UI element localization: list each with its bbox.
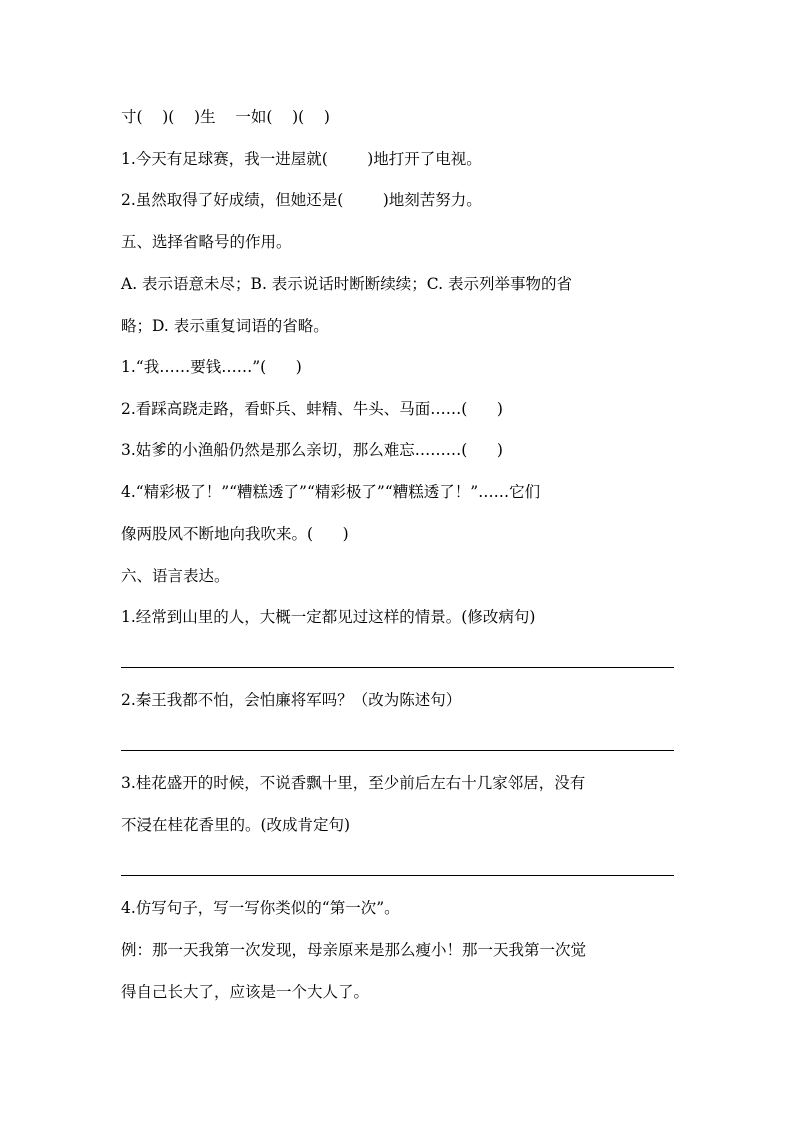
expression-question-3-line-1: 3.桂花盛开的时候，不说香飘十里，至少前后左右十几家邻居，没有 bbox=[121, 774, 586, 792]
answer-line-2[interactable] bbox=[121, 750, 674, 751]
ellipsis-question-2: 2.看踩高跷走路，看虾兵、蚌精、牛头、马面……( ) bbox=[121, 400, 503, 418]
ellipsis-options-line-1: A. 表示语意未尽；B. 表示说话时断断续续；C. 表示列举事物的省 bbox=[121, 275, 572, 293]
ellipsis-question-4-line-2: 像两股风不断地向我吹来。( ) bbox=[121, 525, 349, 543]
sentence-fill-1: 1.今天有足球赛，我一进屋就( )地打开了电视。 bbox=[121, 150, 482, 168]
expression-question-4: 4.仿写句子，写一写你类似的“第一次”。 bbox=[121, 899, 400, 917]
section-six-heading: 六、语言表达。 bbox=[121, 567, 230, 585]
answer-line-3[interactable] bbox=[121, 875, 674, 876]
ellipsis-question-4-line-1: 4.“精彩极了！”“糟糕透了”“精彩极了”“糟糕透了！”……它们 bbox=[121, 483, 541, 501]
ellipsis-options-line-2: 略；D. 表示重复词语的省略。 bbox=[121, 317, 329, 335]
expression-question-1: 1.经常到山里的人，大概一定都见过这样的情景。(修改病句) bbox=[121, 608, 536, 626]
section-five-heading: 五、选择省略号的作用。 bbox=[121, 233, 292, 251]
sentence-fill-2: 2.虽然取得了好成绩，但她还是( )地刻苦努力。 bbox=[121, 191, 482, 209]
answer-line-1[interactable] bbox=[121, 667, 674, 668]
expression-question-2: 2.秦王我都不怕，会怕廉将军吗？（改为陈述句） bbox=[121, 691, 462, 709]
ellipsis-question-1: 1.“我……要钱……”( ) bbox=[121, 358, 302, 376]
expression-question-3-line-2: 不浸在桂花香里的。(改成肯定句) bbox=[121, 816, 351, 834]
example-line-2: 得自己长大了，应该是一个大人了。 bbox=[121, 983, 370, 1001]
ellipsis-question-3: 3.姑爹的小渔船仍然是那么亲切，那么难忘………( ) bbox=[121, 441, 503, 459]
example-line-1: 例：那一天我第一次发现，母亲原来是那么瘦小！那一天我第一次觉 bbox=[121, 941, 587, 959]
word-fill-blanks: 寸( )( )生 一如( )( ) bbox=[121, 108, 330, 126]
